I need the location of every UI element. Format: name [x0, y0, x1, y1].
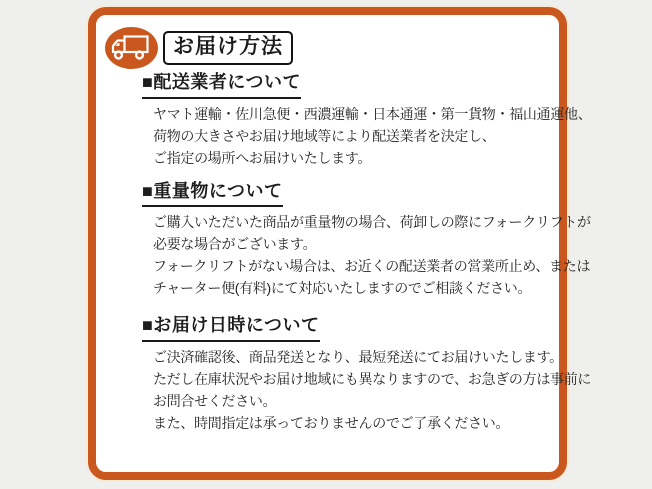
section-heavy-items	[142, 180, 591, 300]
body-line: ご指定の場所へお届けいたします。	[153, 149, 372, 166]
body-line: お問合せください。	[153, 392, 277, 409]
delivery-method-panel	[88, 7, 592, 480]
truck-icon	[105, 27, 158, 69]
section-delivery-datetime-body	[153, 346, 592, 434]
panel-title: お届け方法	[163, 31, 293, 64]
section-delivery-datetime	[142, 315, 592, 434]
body-line: 必要な場合がございます。	[153, 236, 317, 253]
section-carrier-heading: ■配送業者について	[142, 72, 301, 99]
body-line: ただし在庫状況やお届け地域にも異なりますので、お急ぎの方は事前に	[153, 370, 592, 387]
body-line: ヤマト運輸・佐川急便・西濃運輸・日本通運・第一貨物・福山通運他、	[153, 105, 592, 122]
panel-header	[105, 26, 549, 70]
body-line: フォークリフトがない場合は、お近くの配送業者の営業所止め、または	[153, 258, 591, 275]
section-carrier	[142, 72, 592, 169]
section-heavy-items-body	[153, 211, 591, 299]
body-line: また、時間指定は承っておりませんのでご了承ください。	[153, 414, 510, 431]
section-carrier-body	[153, 103, 592, 169]
section-heavy-items-heading: ■重量物について	[142, 181, 283, 208]
body-line: 荷物の大きさやお届け地域等により配送業者を決定し、	[153, 127, 496, 144]
section-delivery-datetime-heading: ■お届け日時について	[142, 315, 320, 342]
body-line: チャーター便(有料)にて対応いたしますのでご相談ください。	[153, 280, 532, 297]
body-line: ご決済確認後、商品発送となり、最短発送にてお届けいたします。	[153, 348, 563, 365]
body-line: ご購入いただいた商品が重量物の場合、荷卸しの際にフォークリフトが	[153, 214, 591, 231]
